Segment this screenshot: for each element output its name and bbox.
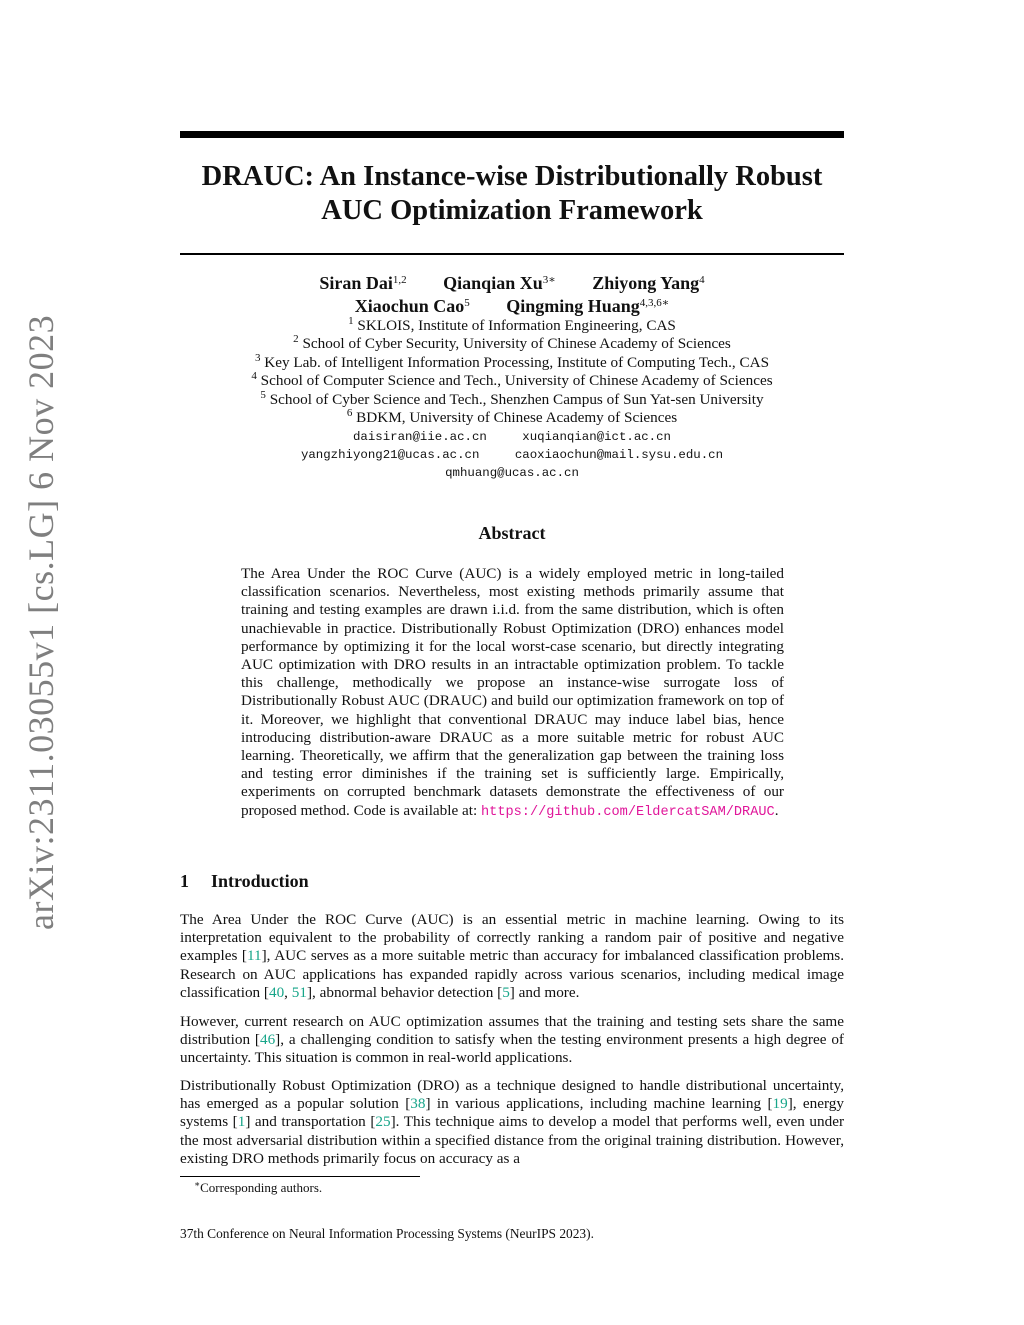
abstract-text: The Area Under the ROC Curve (AUC) is a widely employed metric in long-tailed classification scenarios. Nevertheless, most existing methods primarily assume that training and testing examples are drawn i.i.d. from the same distribution, which is often unachievable in practice. Distributionally Robust Optimization (DRO) enhances model performance by optimizing it for the local worst-case scenario, but directly integrating AUC optimization with DRO results in an intractable optimization problem. To tackle this challenge, methodically we propose an instance-wise surrogate loss of Distributionally Robust AUC (DRAUC) and build our optimization framework on top of it. Moreover, we highlight that conventional DRAUC may induce label bias, hence introducing distribution-aware DRAUC as a more suitable metric for robust AUC learning. Theoretically, we affirm that the generalization gap between the training loss and testing error diminishes if the training set is sufficiently large. Empirically, experiments on corrupted benchmark datasets demonstrate the effectiveness of our proposed method. Code is available at: — [241, 565, 784, 819]
title-line-1: DRAUC: An Instance-wise Distributionally Robust — [201, 161, 823, 192]
email-address[interactable]: qmhuang@ucas.ac.cn — [445, 466, 579, 480]
affiliation: $^1$ SKLOIS, Institute of Information Engineering, CAS — [348, 315, 676, 334]
author-row-2 — [180, 295, 844, 318]
email-address[interactable]: yangzhiyong21@ucas.ac.cn — [300, 448, 480, 462]
email-row-3 — [180, 464, 844, 482]
email-row-2 — [180, 446, 844, 464]
intro-paragraph-1: The Area Under the ROC Curve (AUC) is an essential metric in machine learning. Owing to its interpretation equivalent to the probability of correctly ranking a random pair of positive and negative examples [11], AUC serves as a more suitable metric than accuracy for imbalanced classification problems. Research on AUC applications has expanded rapidly across various scenarios, including medical image classification [40, 51], abnormal behavior detection [5] and more. — [180, 911, 844, 1001]
affiliation: $^3$ Key Lab. of Intelligent Information Processing, Institute of Computing Tech., CAS — [254, 351, 770, 371]
affiliation: $^4$ School of Computer Science and Tech., University of Chinese Academy of Sciences — [251, 370, 773, 390]
section-title: Introduction — [211, 871, 309, 891]
author: Zhiyong Yang$^4$ — [592, 273, 705, 293]
citation-link[interactable]: 51 — [291, 983, 307, 1001]
author-list — [180, 272, 844, 318]
author: Qianqian $Xu^{3∗}$ — [443, 273, 556, 293]
code-repository-link[interactable]: https://github.com/EldercatSAM/DRAUC — [481, 804, 775, 820]
intro-paragraph-3: Distributionally Robust Optimization (DRO) as a technique designed to handle distributional uncertainty, has emerged as a popular solution [38] in various applications, including machine learning [19], energy systems [1] and transportation [25]. This technique aims to develop a model that performs well, even under the most adversarial distribution within a specified distance from the original training distribution. However, existing DRO methods primarily focus on accuracy as a — [180, 1077, 845, 1167]
citation-link[interactable]: 11 — [247, 947, 262, 965]
citation-link[interactable]: 46 — [259, 1031, 276, 1049]
paper-title — [180, 160, 844, 228]
intro-paragraph-2: However, current research on AUC optimization assumes that the training and testing sets share the same distribution [46], a challenging condition to satisfy when the testing environment presents a high degree of uncertainty. This situation is common in real-world applications. — [180, 1013, 844, 1067]
title-top-rule — [180, 131, 844, 138]
venue-note: 37th Conference on Neural Information Processing Systems (NeurIPS 2023). — [180, 1226, 594, 1241]
affiliation-list — [180, 317, 844, 427]
abstract-end: . — [774, 801, 779, 819]
email-address[interactable]: caoxiaochun@mail.sysu.edu.cn — [514, 448, 724, 462]
affiliation: $^6$ BDKM, University of Chinese Academy of Sciences — [346, 407, 678, 427]
section-number: 1 — [180, 871, 189, 891]
citation-link[interactable]: 1 — [237, 1113, 246, 1131]
citation-link[interactable]: 38 — [410, 1095, 426, 1113]
author: Siran Dai$^{1,2}$ — [319, 273, 407, 293]
author: Xiaochun Cao$^5$ — [354, 296, 470, 316]
email-address[interactable]: xuqianqian@ict.ac.cn — [522, 430, 671, 444]
author-row-1 — [180, 272, 844, 295]
abstract-heading: Abstract — [478, 523, 546, 543]
abstract-body — [241, 565, 784, 822]
email-row-1 — [180, 428, 844, 446]
citation-link[interactable]: 5 — [502, 983, 510, 1001]
author: Qingming Huang$^{4,3,6∗}$ — [506, 296, 670, 316]
footnote-mark: ∗ — [194, 1179, 201, 1189]
footnote — [194, 1180, 322, 1196]
affiliation: $^2$ School of Cyber Security, University of Chinese Academy of Sciences — [293, 333, 731, 353]
citation-link[interactable]: 19 — [772, 1095, 788, 1113]
footnote-text: Corresponding authors. — [200, 1180, 323, 1195]
email-address[interactable]: daisiran@iie.ac.cn — [353, 430, 487, 444]
affiliation: $^5$ School of Cyber Science and Tech., Shenzhen Campus of Sun Yat-sen University — [260, 388, 764, 408]
title-line-2: AUC Optimization Framework — [321, 195, 703, 226]
arxiv-identifier-stamp[interactable]: arXiv:2311.03055v1 [cs.LG] 6 Nov 2023 — [21, 314, 61, 930]
citation-link[interactable]: 25 — [375, 1113, 391, 1131]
email-list — [180, 428, 844, 482]
footnote-rule — [180, 1176, 420, 1177]
title-bottom-rule — [180, 253, 844, 255]
citation-link[interactable]: 40 — [268, 983, 285, 1001]
section-heading-introduction — [180, 871, 309, 892]
